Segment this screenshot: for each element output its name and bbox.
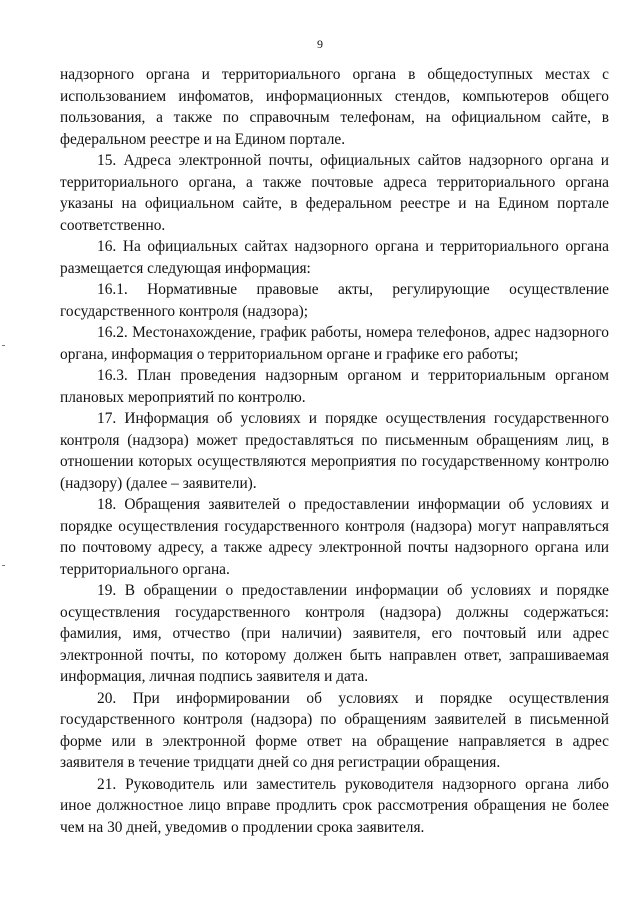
paragraph-19: 19. В обращении о предоставлении информации об условиях и порядке осуществления государственного контроля (надзора) должны содержаться: фамилия, имя, отчество (при наличии) заявителя, его почтовый или адрес электронной почты, по которому должен быть направлен ответ, запрашиваемая информация, личная подпись заявителя и дата.: [60, 582, 609, 685]
document-body: [60, 64, 609, 838]
paragraph-18: 18. Обращения заявителей о предоставлении информации об условиях и порядке осуществления государственного контроля (надзора) могут направляться по почтовому адресу, а также адресу электронной почты надзорного органа или территориального органа.: [60, 496, 609, 578]
margin-mark: [2, 565, 5, 566]
page-number: 9: [317, 37, 323, 51]
paragraph-20: 20. При информировании об условиях и порядке осуществления государственного контроля (надзора) по обращениям заявителей в письменной форме или в электронной форме ответ на обращение направляется в адрес заявителя в течение тридцати дней со дня регистрации обращения.: [60, 689, 609, 771]
paragraph-16-2: 16.2. Местонахождение, график работы, номера телефонов, адрес надзорного органа, информация о территориальном органе и графике его работы;: [60, 324, 609, 363]
paragraph-14-continuation: надзорного органа и территориального органа в общедоступных местах с использованием инфоматов, информационных стендов, компьютеров общего пользования, а также по справочным телефонам, на официальном сайте, в федеральном реестре и на Едином портале.: [60, 66, 609, 148]
paragraph-16-1: 16.1. Нормативные правовые акты, регулирующие осуществление государственного контроля (надзора);: [60, 281, 609, 320]
paragraph-16: 16. На официальных сайтах надзорного органа и территориального органа размещается следующая информация:: [60, 238, 609, 277]
paragraph-17: 17. Информация об условиях и порядке осуществления государственного контроля (надзора) может предоставляться по письменным обращениям лиц, в отношении которых осуществляются мероприятия по государственному контролю (надзору) (далее – заявители).: [60, 410, 609, 492]
paragraph-16-3: 16.3. План проведения надзорным органом и территориальным органом плановых мероприятий по контролю.: [60, 367, 609, 406]
paragraph-15: 15. Адреса электронной почты, официальных сайтов надзорного органа и территориального органа, а также почтовые адреса территориального органа указаны на официальном сайте, в федеральном реестре и на Едином портале соответственно.: [60, 152, 609, 234]
margin-mark: [2, 345, 5, 346]
paragraph-21: 21. Руководитель или заместитель руководителя надзорного органа либо иное должностное лицо вправе продлить срок рассмотрения обращения не более чем на 30 дней, уведомив о продлении срока заявителя.: [60, 775, 609, 836]
